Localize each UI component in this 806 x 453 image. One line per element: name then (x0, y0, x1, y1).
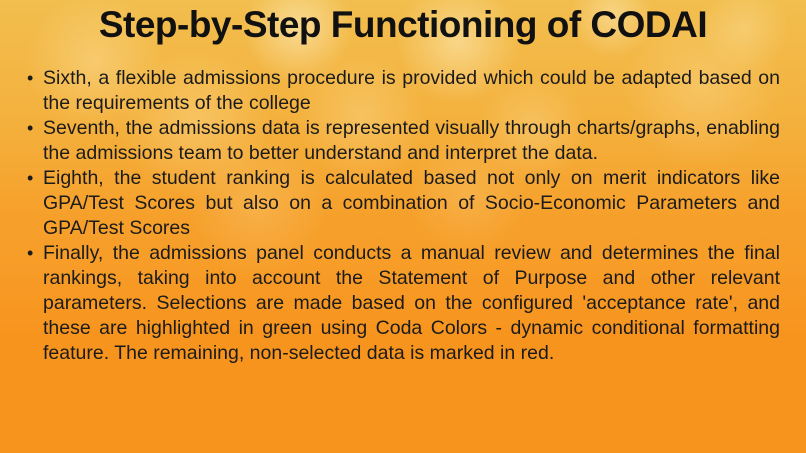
bullet-icon: • (27, 68, 34, 88)
list-item (27, 241, 780, 366)
bullet-text: Seventh, the admissions data is represented visually through charts/graphs, enabling the admissions team to better understand and interpret the data. (43, 117, 780, 164)
bullet-text: Finally, the admissions panel conducts a manual review and determines the final rankings, taking into account the Statement of Purpose and other relevant parameters. Selections are made based on the configured 'acceptance rate', and these are highlighted in green using Coda Colors - dynamic conditional formatting feature. The remaining, non-selected data is marked in red. (43, 242, 780, 364)
list-item (27, 66, 780, 116)
bullet-text: Eighth, the student ranking is calculated based not only on merit indicators like GPA/Test Scores but also on a combination of Socio-Economic Parameters and GPA/Test Scores (43, 167, 780, 239)
list-item (27, 166, 780, 241)
bullet-icon: • (27, 243, 34, 263)
list-item (27, 116, 780, 166)
slide-title: Step-by-Step Functioning of CODAI (98, 4, 708, 45)
bullet-list (0, 48, 806, 366)
bullet-text: Sixth, a flexible admissions procedure is provided which could be adapted based on the requirements of the college (43, 67, 780, 114)
bullet-icon: • (27, 118, 34, 138)
bullet-icon: • (27, 168, 34, 188)
